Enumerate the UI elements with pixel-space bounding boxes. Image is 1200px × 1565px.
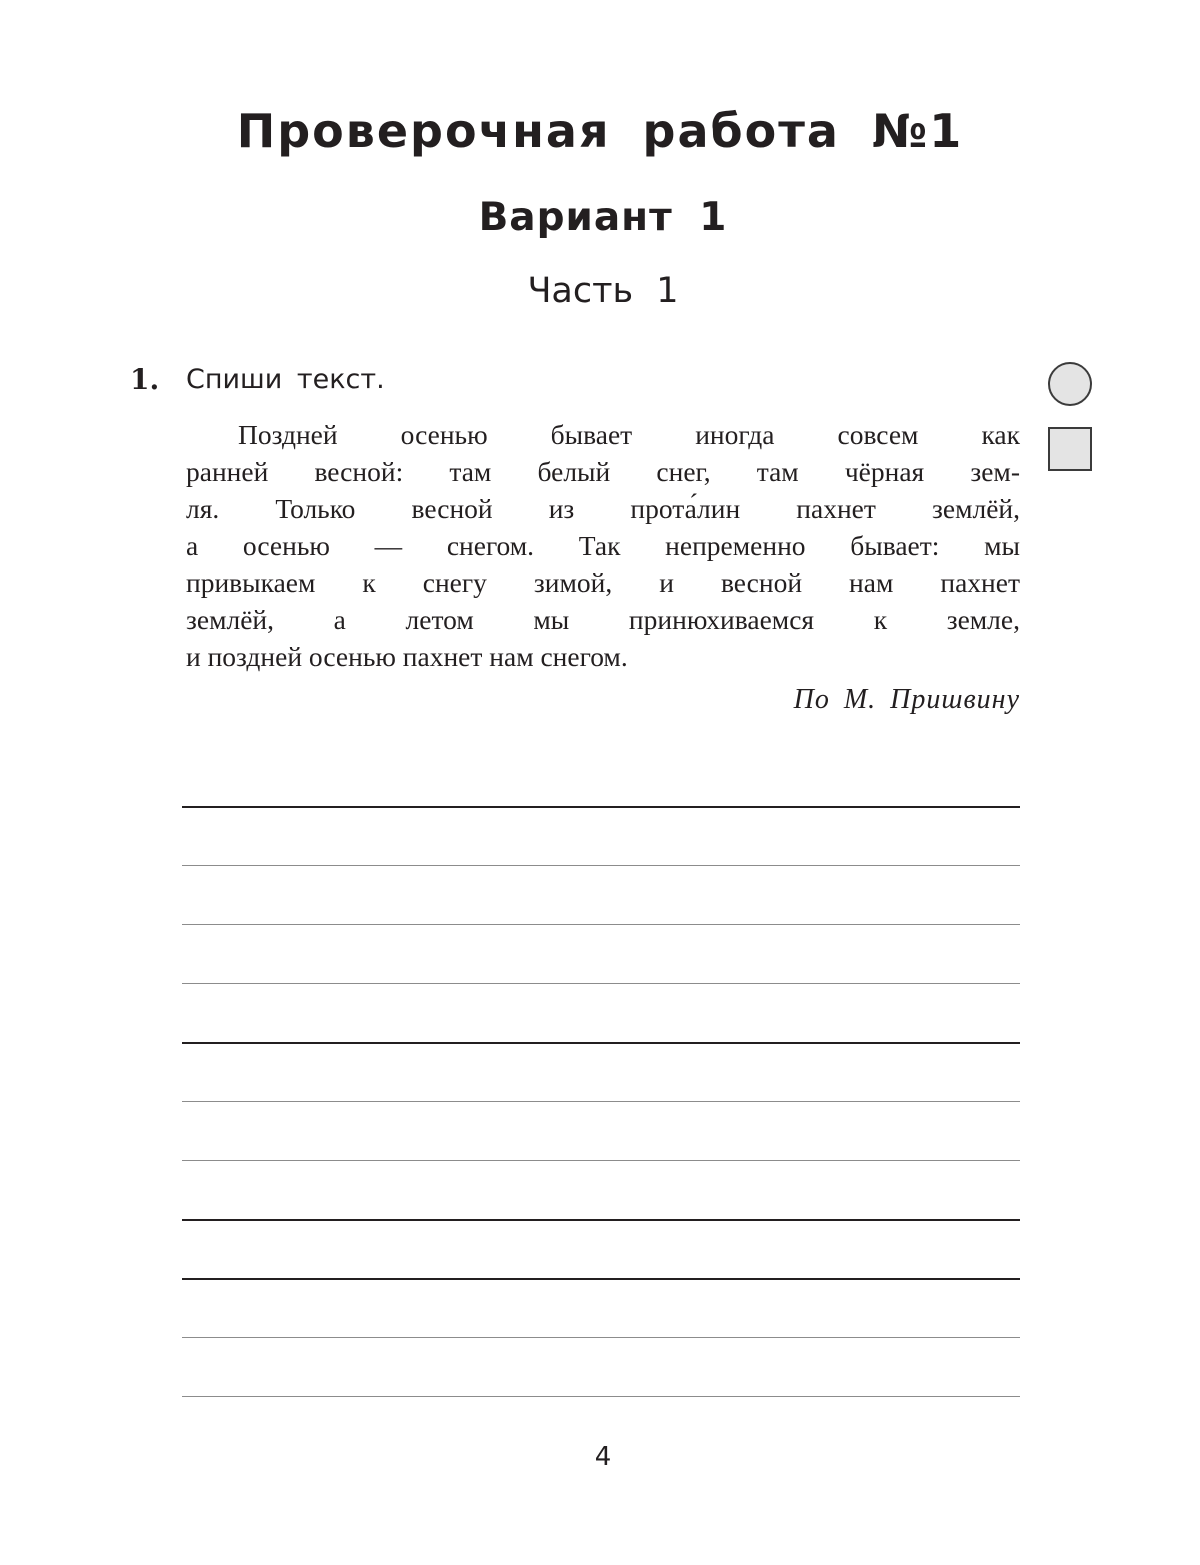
passage-author: По М. Пришвину (793, 684, 1020, 715)
writing-line-main[interactable] (182, 1219, 1020, 1221)
writing-line-main[interactable] (182, 1278, 1020, 1280)
writing-line[interactable] (182, 1337, 1020, 1338)
passage-line: ранней весной: там белый снег, там чёрная зем- (186, 456, 1020, 487)
variant-heading: Вариант 1 (478, 195, 728, 240)
score-square-icon (1048, 427, 1092, 471)
passage-line: привыкаем к снегу зимой, и весной нам пахнет (186, 567, 1020, 598)
writing-line[interactable] (182, 924, 1020, 925)
page-title: Проверочная работа №1 (236, 104, 964, 158)
passage-line: и поздней осенью пахнет нам снегом. (186, 641, 628, 672)
passage-line: а осенью — снегом. Так непременно бывает: мы (186, 530, 1020, 561)
task-instruction: Спиши текст. (186, 364, 385, 395)
passage-line: землёй, а летом мы принюхиваемся к земле, (186, 604, 1020, 635)
part-heading: Часть 1 (527, 271, 679, 311)
task-number: 1. (130, 363, 160, 396)
score-circle-icon (1048, 362, 1092, 406)
passage-line: ля. Только весной из прота́лин пахнет землёй, (186, 493, 1020, 524)
writing-line[interactable] (182, 1160, 1020, 1161)
writing-line[interactable] (182, 865, 1020, 866)
page-number: 4 (594, 1442, 612, 1472)
passage-line: Поздней осенью бывает иногда совсем как (238, 419, 1020, 450)
dictation-passage (186, 416, 1020, 675)
writing-line[interactable] (182, 1396, 1020, 1397)
writing-area[interactable] (182, 806, 1020, 1406)
writing-line-main[interactable] (182, 1042, 1020, 1044)
writing-line[interactable] (182, 1101, 1020, 1102)
writing-line-main[interactable] (182, 806, 1020, 808)
writing-line[interactable] (182, 983, 1020, 984)
